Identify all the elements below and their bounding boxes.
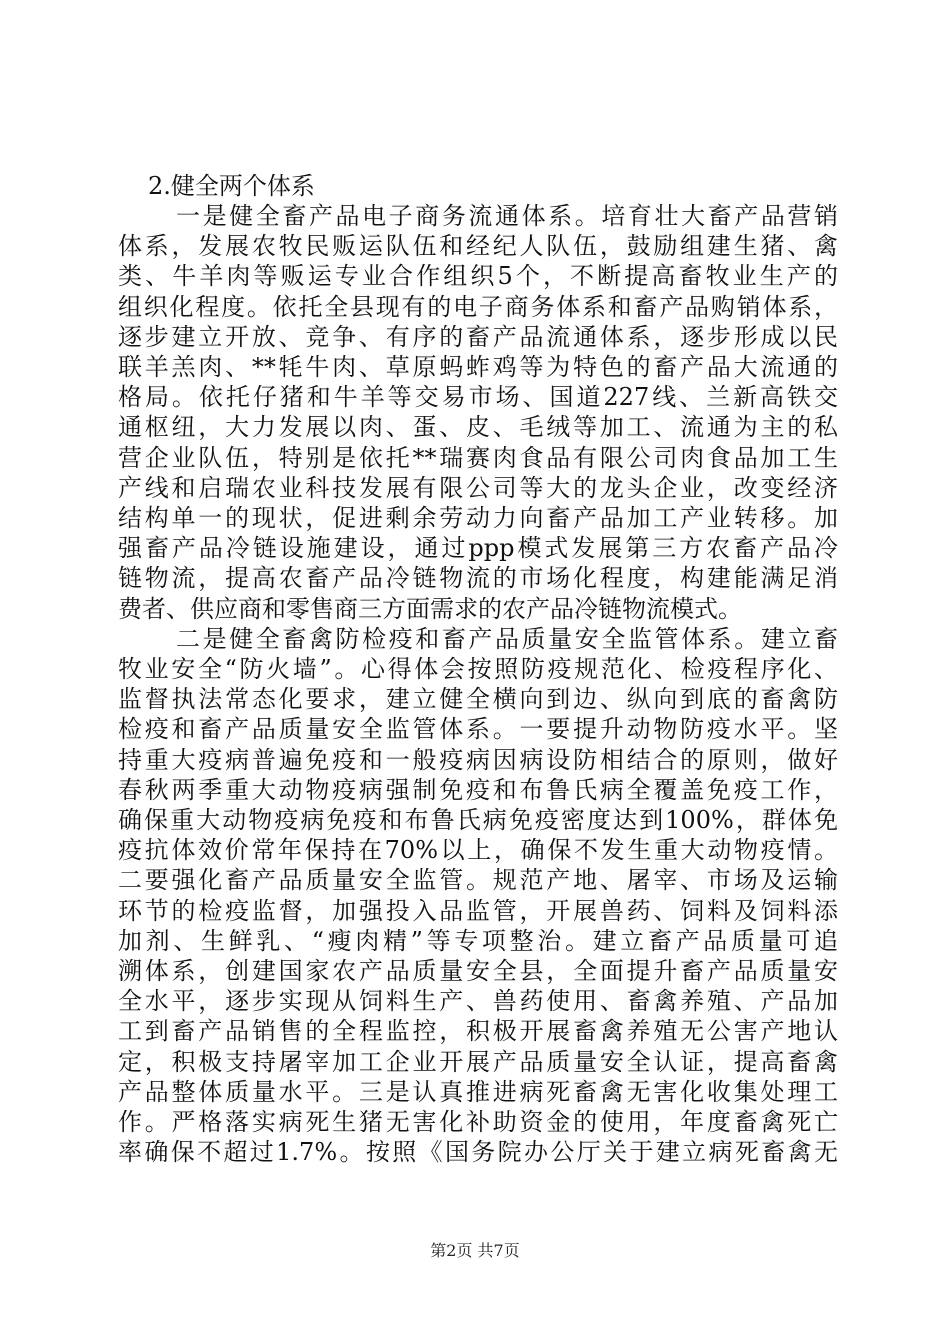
- text-line: 疫抗体效价常年保持在70%以上，确保不发生重大动物疫情。: [118, 836, 838, 865]
- text-line: 组织化程度。依托全县现有的电子商务体系和畜产品购销体系，: [118, 292, 838, 321]
- text-line: 定，积极支持屠宰加工企业开展产品质量安全认证，提高畜禽: [118, 1047, 838, 1076]
- text-line: 加剂、生鲜乳、“瘦肉精”等专项整治。建立畜产品质量可追: [118, 926, 838, 955]
- text-line: 营企业队伍，特别是依托**瑞赛肉食品有限公司肉食品加工生: [118, 443, 838, 472]
- text-line: 格局。依托仔猪和牛羊等交易市场、国道227线、兰新高铁交: [118, 383, 838, 412]
- text-line: 作。严格落实病死生猪无害化补助资金的使用，年度畜禽死亡: [118, 1108, 838, 1136]
- text-line: 检疫和畜产品质量安全监管体系。一要提升动物防疫水平。坚: [118, 715, 838, 744]
- text-line: 率确保不超过1.7%。按照《国务院办公厅关于建立病死畜禽无: [118, 1138, 838, 1167]
- text-line: 一是健全畜产品电子商务流通体系。培育壮大畜产品营销: [176, 202, 838, 230]
- text-line: 结构单一的现状，促进剩余劳动力向畜产品加工产业转移。加: [118, 504, 838, 532]
- text-line: 二要强化畜产品质量安全监管。规范产地、屠宰、市场及运输: [118, 866, 838, 895]
- text-line: 确保重大动物疫病免疫和布鲁氏病免疫密度达到100%，群体免: [118, 806, 838, 834]
- text-line: 类、牛羊肉等贩运专业合作组织5个，不断提高畜牧业生产的: [118, 262, 838, 291]
- text-line: 费者、供应商和零售商三方面需求的农产品冷链物流模式。: [118, 594, 742, 623]
- text-line: 溯体系，创建国家农产品质量安全县，全面提升畜产品质量安: [118, 957, 838, 985]
- text-line: 持重大疫病普遍免疫和一般疫病因病设防相结合的原则，做好: [118, 745, 838, 774]
- page-footer: 第2页 共7页: [430, 1241, 520, 1260]
- text-line: 链物流，提高农畜产品冷链物流的市场化程度，构建能满足消: [118, 564, 838, 593]
- text-line: 逐步建立开放、竞争、有序的畜产品流通体系，逐步形成以民: [118, 322, 838, 351]
- text-line: 牧业安全“防火墙”。心得体会按照防疫规范化、检疫程序化、: [118, 655, 838, 683]
- text-line: 体系，发展农牧民贩运队伍和经纪人队伍，鼓励组建生猪、禽: [118, 232, 838, 261]
- text-line: 强畜产品冷链设施建设，通过ppp模式发展第三方农畜产品冷: [118, 534, 838, 563]
- text-line: 工到畜产品销售的全程监控，积极开展畜禽养殖无公害产地认: [118, 1017, 838, 1046]
- text-line: 通枢纽，大力发展以肉、蛋、皮、毛绒等加工、流通为主的私: [118, 413, 838, 442]
- text-line: 产线和启瑞农业科技发展有限公司等大的龙头企业，改变经济: [118, 473, 838, 502]
- text-line: 全水平，逐步实现从饲料生产、兽药使用、畜禽养殖、产品加: [118, 987, 838, 1016]
- section-heading: 2.健全两个体系: [148, 172, 315, 200]
- text-line: 环节的检疫监督，加强投入品监管，开展兽药、饲料及饲料添: [118, 896, 838, 925]
- text-line: 联羊羔肉、**牦牛肉、草原蚂蚱鸡等为特色的畜产品大流通的: [118, 353, 838, 381]
- text-line: 二是健全畜禽防检疫和畜产品质量安全监管体系。建立畜: [176, 624, 838, 653]
- text-line: 监督执法常态化要求，建立健全横向到边、纵向到底的畜禽防: [118, 685, 838, 714]
- text-line: 产品整体质量水平。三是认真推进病死畜禽无害化收集处理工: [118, 1077, 838, 1106]
- text-line: 春秋两季重大动物疫病强制免疫和布鲁氏病全覆盖免疫工作，: [118, 775, 838, 804]
